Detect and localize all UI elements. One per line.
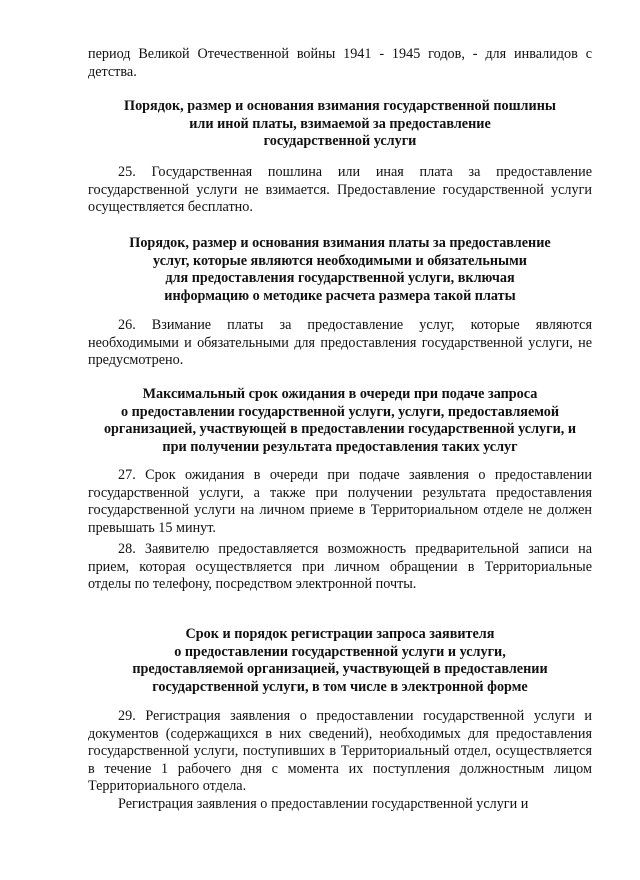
intro-paragraph: период Великой Отечественной войны 1941 - 1945 годов, - для инвалидов с детства. [88,46,592,80]
heading-line: или иной платы, взимаемой за предоставление [189,115,491,132]
heading-line: при получении результата предоставления таких услуг [162,438,518,455]
heading-line: предоставляемой организацией, участвующей в предоставлении [132,661,548,678]
heading-line: государственной услуги, в том числе в электронной форме [152,678,528,695]
heading-line: о предоставлении государственной услуги и услуги, [174,643,506,660]
heading-line: информацию о методике расчета размера такой платы [164,287,516,304]
section-heading-fee [88,98,592,151]
heading-line: Срок и порядок регистрации запроса заявителя [185,626,495,642]
heading-line: о предоставлении государственной услуги, услуги, предоставляемой [120,403,560,420]
heading-line: Порядок, размер и основания взимания платы за предоставление [129,235,551,251]
heading-line: услуг, которые являются необходимыми и обязательными [153,252,527,269]
heading-line: организацией, участвующей в предоставлении государственной услуги, и [103,421,577,438]
section-heading-queue-time [88,386,592,456]
paragraph-28: 28. Заявителю предоставляется возможность предварительной записи на прием, которая осуществляется при личном обращении в Территориальные отделы по телефону, посредством электронной почты. [88,541,592,593]
section-heading-registration [88,626,592,696]
heading-line: Максимальный срок ожидания в очереди при подаче запроса [142,386,538,402]
paragraph-27: 27. Срок ожидания в очереди при подаче заявления о предоставлении государственной услуги, а также при получении результата предоставления государственной услуги на личном приеме в Территориальном отделе не должен превышать 15 минут. [88,467,592,536]
heading-line: для предоставления государственной услуги, включая [165,270,515,287]
paragraph-26: 26. Взимание платы за предоставление услуг, которые являются необходимыми и обязательными для предоставления государственной услуги, не предусмотрено. [88,317,592,369]
section-heading-service-payment [88,235,592,305]
paragraph-29-continued: Регистрация заявления о предоставлении государственной услуги и [118,796,529,812]
heading-line: государственной услуги [263,133,417,150]
heading-line: Порядок, размер и основания взимания государственной пошлины [124,98,556,114]
paragraph-29: 29. Регистрация заявления о предоставлении государственной услуги и документов (содержащихся в них сведений), необходимых для предоставления государственной услуги, поступивших в Территориальный отдел, осуществляется в течение 1 рабочего дня с момента их поступления должностным лицом Территориального отдела. [88,708,592,795]
paragraph-25: 25. Государственная пошлина или иная плата за предоставление государственной услуги не взимается. Предоставление государственной услуги осуществляется бесплатно. [88,164,592,216]
